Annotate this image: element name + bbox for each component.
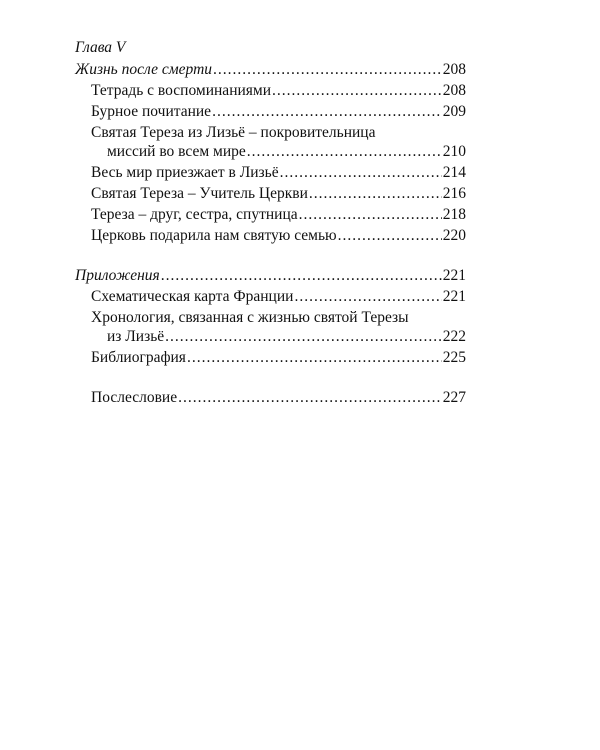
toc-entry-page: 222: [442, 328, 466, 345]
dot-leader: [309, 184, 442, 204]
toc-entry-afterword: [91, 388, 466, 408]
toc-entry-title: Схематическая карта Франции: [91, 288, 294, 305]
toc-entry-first-line: [91, 123, 466, 143]
toc-entry-page: 216: [442, 185, 466, 202]
toc-entry: [91, 184, 466, 204]
toc-entry-chapter-title: [75, 60, 466, 80]
toc-entry: [91, 226, 466, 246]
dot-leader: [294, 287, 441, 307]
toc-entry-continuation: [107, 142, 466, 162]
toc-entry: [91, 163, 466, 183]
dot-leader: [161, 266, 442, 286]
toc-entry-page: 221: [442, 267, 466, 284]
toc-entry-title: Приложения: [75, 267, 160, 284]
dot-leader: [178, 388, 442, 408]
toc-entry-page: 218: [442, 206, 466, 223]
dot-leader: [212, 102, 442, 122]
toc-entry-page: 214: [442, 164, 466, 181]
dot-leader: [338, 226, 442, 246]
toc-entry-continuation: [107, 327, 466, 347]
toc-entry-page: 210: [442, 143, 466, 160]
toc-entry-title: из Лизьё: [107, 328, 165, 345]
toc-entry-appendix-title: [75, 266, 466, 286]
toc-entry-title: Жизнь после смерти: [75, 61, 213, 78]
toc-entry-page: 209: [442, 103, 466, 120]
dot-leader: [280, 163, 442, 183]
toc-entry-title: Послесловие: [91, 389, 178, 406]
dot-leader: [165, 327, 442, 347]
dot-leader: [272, 81, 442, 101]
toc-entry-title: Святая Тереза – Учитель Церкви: [91, 185, 308, 202]
dot-leader: [213, 60, 442, 80]
chapter-label-text: Глава V: [75, 39, 126, 56]
toc-entry: [91, 205, 466, 225]
chapter-label: [75, 38, 455, 58]
toc-entry-title: миссий во всем мире: [107, 143, 246, 160]
toc-entry-title: Библиография: [91, 349, 186, 366]
toc-entry-title: Хронология, связанная с жизнью святой Терезы: [91, 309, 409, 326]
toc-entry-title: Весь мир приезжает в Лизьё: [91, 164, 279, 181]
toc-entry-title: Тереза – друг, сестра, спутница: [91, 206, 298, 223]
toc-entry-title: Бурное почитание: [91, 103, 212, 120]
dot-leader: [247, 142, 442, 162]
toc-entry-title: Святая Тереза из Лизьё – покровительница: [91, 124, 376, 141]
toc-entry: [91, 287, 466, 307]
toc-entry-page: 208: [442, 82, 466, 99]
toc-entry-page: 220: [442, 227, 466, 244]
toc-entry: [91, 348, 466, 368]
toc-entry-page: 227: [442, 389, 466, 406]
toc-entry-title: Церковь подарила нам святую семью: [91, 227, 337, 244]
toc-entry-page: 225: [442, 349, 466, 366]
toc-entry: [91, 81, 466, 101]
dot-leader: [299, 205, 442, 225]
toc-entry-page: 208: [442, 61, 466, 78]
toc-entry: [91, 102, 466, 122]
dot-leader: [187, 348, 442, 368]
toc-entry-title: Тетрадь с воспоминаниями: [91, 82, 272, 99]
toc-entry-first-line: [91, 308, 466, 328]
toc-entry-page: 221: [442, 288, 466, 305]
